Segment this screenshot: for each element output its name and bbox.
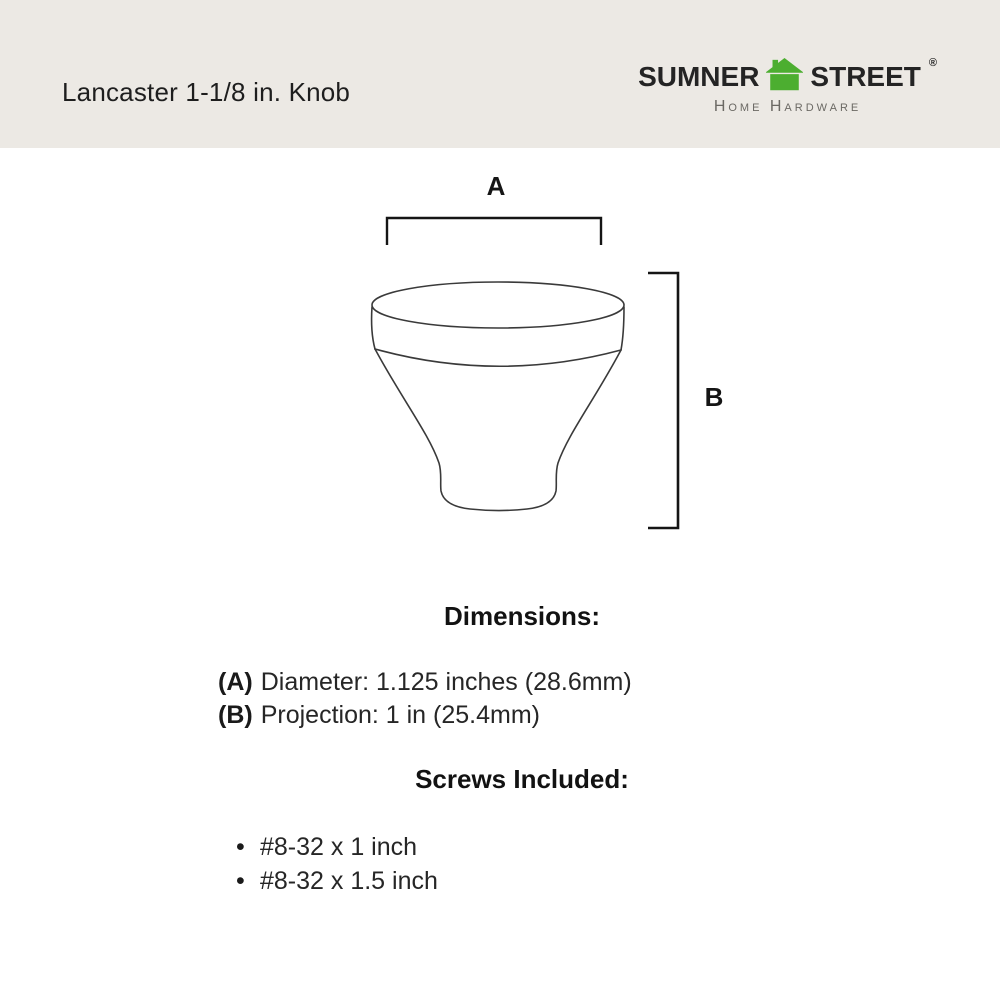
- screw-item: • #8-32 x 1.5 inch: [236, 864, 438, 898]
- brand-word-street: STREET: [810, 61, 921, 92]
- brand-word-sumner: SUMNER: [638, 61, 760, 92]
- dimension-line-a: [218, 666, 632, 699]
- dimension-line-b: [218, 699, 632, 732]
- dimension-b-value: Projection: 1 in (25.4mm): [260, 701, 540, 729]
- brand-tagline: Home Hardware: [713, 98, 862, 115]
- dimension-bracket-a: [387, 218, 601, 245]
- screws-heading: Screws Included:: [415, 764, 629, 794]
- dimension-a-value: Diameter: 1.125 inches (28.6mm): [260, 668, 632, 696]
- knob-band-bottom-arc: [375, 349, 621, 366]
- registered-trademark-symbol: ®: [928, 57, 937, 69]
- page-title: Lancaster 1-1/8 in. Knob: [62, 77, 351, 107]
- dimension-bracket-b: [648, 273, 678, 528]
- dimension-a-key: (A): [218, 668, 253, 696]
- dimension-list: [218, 666, 632, 732]
- knob-band-left-edge: [372, 307, 375, 349]
- dimension-b-key: (B): [218, 701, 253, 729]
- dimension-label-a: A: [486, 171, 506, 201]
- dimensions-heading: Dimensions:: [443, 601, 601, 631]
- dimension-label-b: B: [704, 382, 724, 412]
- knob-body-silhouette: [375, 349, 621, 511]
- knob-band-right-edge: [621, 307, 624, 350]
- screw-item: • #8-32 x 1 inch: [236, 830, 438, 864]
- screw-list: [236, 830, 438, 898]
- knob-top-ellipse: [372, 282, 624, 328]
